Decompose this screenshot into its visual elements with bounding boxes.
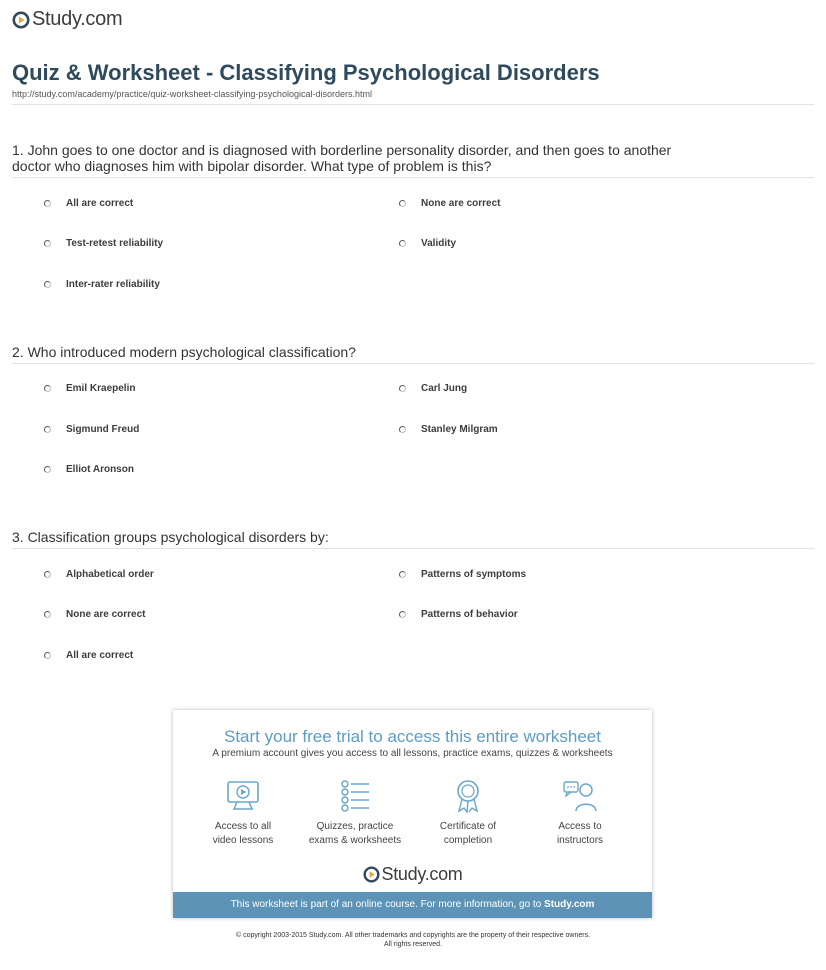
promo-bar-text: This worksheet is part of an online course. For more information, go to: [230, 899, 545, 910]
option-label: Patterns of symptoms: [421, 569, 527, 580]
radio-button[interactable]: [399, 426, 406, 433]
answer-option[interactable]: [44, 238, 163, 249]
answer-option[interactable]: [399, 424, 498, 435]
feature-line: exams & worksheets: [308, 835, 402, 846]
radio-button[interactable]: [399, 200, 406, 207]
option-label: None are correct: [421, 198, 501, 209]
question-divider: [12, 548, 814, 549]
feature-line: instructors: [556, 835, 604, 846]
answer-option[interactable]: [44, 609, 145, 620]
radio-button[interactable]: [44, 571, 51, 578]
answer-option[interactable]: [399, 609, 518, 620]
header-divider: [12, 104, 814, 105]
radio-button[interactable]: [399, 240, 406, 247]
instructor-icon: [562, 778, 598, 814]
study-logo[interactable]: [12, 8, 122, 31]
play-circle-icon: [363, 866, 380, 883]
radio-button[interactable]: [44, 281, 51, 288]
radio-button[interactable]: [44, 240, 51, 247]
question-1-text: 1. John goes to one doctor and is diagnosed with borderline personality disorder, and then goes to another doctor who diagnoses him with bipolar disorder. What type of problem is this?: [12, 142, 672, 174]
radio-button[interactable]: [44, 426, 51, 433]
answer-option[interactable]: [44, 279, 160, 290]
option-label: All are correct: [66, 198, 134, 209]
radio-button[interactable]: [44, 611, 51, 618]
logo-text: Study.com: [32, 8, 123, 30]
study-link[interactable]: Study.com: [544, 899, 595, 910]
copyright-line: © copyright 2003-2015 Study.com. All other trademarks and copyrights are the property of their respective owners.: [235, 932, 591, 939]
feature-line: Quizzes, practice: [316, 821, 394, 832]
answer-option[interactable]: [399, 383, 467, 394]
page-title: Quiz & Worksheet - Classifying Psychological Disorders: [12, 60, 600, 85]
certificate-icon: [450, 778, 486, 814]
feature-line: Certificate of: [439, 821, 497, 832]
radio-button[interactable]: [399, 611, 406, 618]
answer-option[interactable]: [44, 198, 133, 209]
answer-option[interactable]: [399, 238, 456, 249]
option-label: Carl Jung: [421, 383, 468, 394]
radio-button[interactable]: [44, 385, 51, 392]
play-circle-icon: [12, 11, 30, 29]
answer-option[interactable]: [44, 650, 133, 661]
feature-line: Access to all: [214, 821, 272, 832]
radio-button[interactable]: [399, 571, 406, 578]
answer-option[interactable]: [44, 569, 154, 580]
radio-button[interactable]: [399, 385, 406, 392]
answer-option[interactable]: [399, 569, 526, 580]
feature-instructors: [520, 778, 640, 848]
question-divider: [12, 177, 814, 178]
promo-title[interactable]: Start your free trial to access this entire worksheet: [224, 727, 601, 746]
question-divider: [12, 363, 814, 364]
copyright-footer: [0, 931, 826, 949]
question-3-text: 3. Classification groups psychological disorders by:: [12, 529, 329, 545]
list-icon: [337, 778, 373, 814]
option-label: Inter-rater reliability: [66, 279, 160, 290]
video-icon: [225, 778, 261, 814]
option-label: Stanley Milgram: [421, 424, 498, 435]
rights-line: All rights reserved.: [384, 941, 442, 948]
feature-line: video lessons: [212, 835, 274, 846]
feature-line: completion: [443, 835, 493, 846]
option-label: All are correct: [66, 650, 134, 661]
radio-button[interactable]: [44, 200, 51, 207]
radio-button[interactable]: [44, 652, 51, 659]
option-label: Test-retest reliability: [66, 238, 164, 249]
option-label: Sigmund Freud: [66, 424, 140, 435]
page-url[interactable]: http://study.com/academy/practice/quiz-worksheet-classifying-psychological-disorders.html: [12, 89, 372, 99]
option-label: Elliot Aronson: [66, 464, 134, 475]
promo-info-bar: [173, 892, 652, 918]
question-2-text: 2. Who introduced modern psychological classification?: [12, 344, 356, 360]
option-label: Alphabetical order: [66, 569, 154, 580]
feature-certificate: [408, 778, 528, 848]
promo-subtitle: A premium account gives you access to all lessons, practice exams, quizzes & worksheets: [212, 748, 613, 759]
answer-option[interactable]: [44, 383, 135, 394]
option-label: Emil Kraepelin: [66, 383, 136, 394]
feature-line: Access to: [558, 821, 602, 832]
answer-option[interactable]: [44, 464, 134, 475]
radio-button[interactable]: [44, 466, 51, 473]
option-label: None are correct: [66, 609, 146, 620]
promo-logo[interactable]: [173, 864, 652, 885]
feature-video-lessons: [183, 778, 303, 848]
option-label: Validity: [421, 238, 457, 249]
answer-option[interactable]: [44, 424, 139, 435]
answer-option[interactable]: [399, 198, 500, 209]
option-label: Patterns of behavior: [421, 609, 518, 620]
feature-quizzes: [295, 778, 415, 848]
logo-text: Study.com: [381, 864, 463, 884]
free-trial-promo: [173, 710, 652, 918]
